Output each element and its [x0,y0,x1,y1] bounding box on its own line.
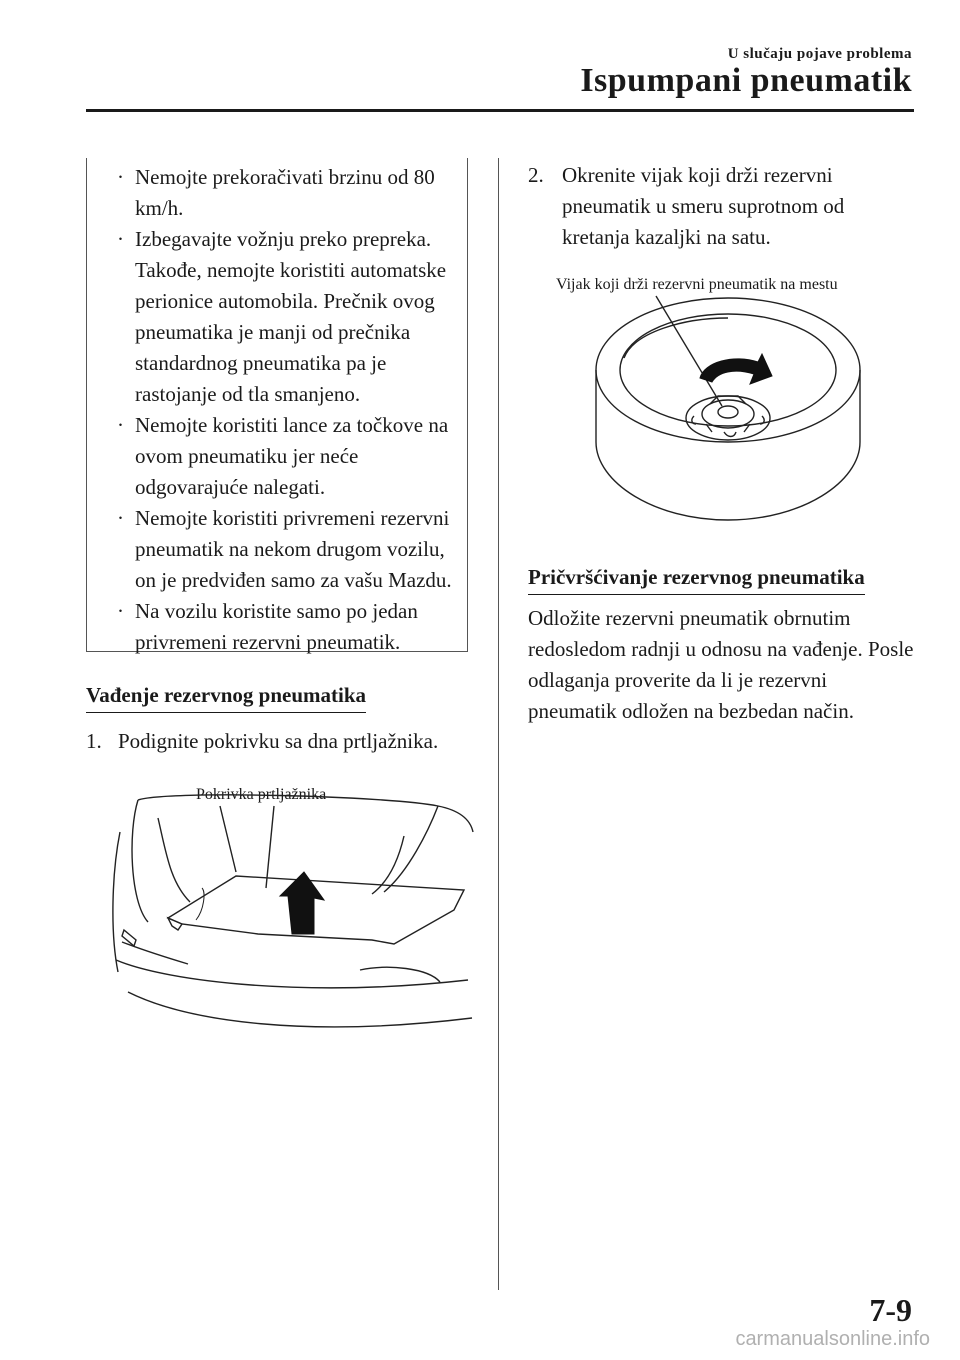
securing-paragraph: Odložite rezervni pneumatik obrnutim redosledom radnji u odnosu na vađenje. Posle odlaganja proverite da li je rezervni pneumatik odložen na bezbedan način. [528,606,914,723]
step-number: 2. [528,163,544,187]
trunk-cover-illustration [108,792,478,1052]
bullet-icon: · [117,599,124,623]
bullet-icon: · [117,227,124,251]
figure-caption-trunk-cover: Pokrivka prtljažnika [196,786,327,803]
step-text: Okrenite vijak koji drži rezervni pneumatik u smeru suprotnom od kretanja kazaljki na satu. [562,163,845,249]
figure-caption-spare-bolt: Vijak koji drži rezervni pneumatik na mestu [556,276,838,293]
section-heading-securing: Pričvršćivanje rezervnog pneumatika [528,565,865,595]
warning-item [87,410,455,503]
warning-item [87,503,455,596]
warning-item [87,224,455,410]
warning-item-text: Nemojte koristiti privremeni rezervni pneumatik na nekom drugom vozilu, on je predviđen samo za vašu Mazdu. [135,506,452,592]
column-divider [498,158,499,1290]
section-heading-removal: Vađenje rezervnog pneumatika [86,683,366,713]
step-text: Podignite pokrivku sa dna prtljažnika. [118,729,439,753]
page-number: 7-9 [869,1292,912,1328]
bullet-icon: · [117,165,124,189]
chapter-title: U slučaju pojave problema [727,46,912,62]
warning-item [87,596,455,658]
warning-box [86,158,468,652]
warning-item-text: Nemojte prekoračivati brzinu od 80 km/h. [135,165,435,220]
page-title: Ispumpani pneumatik [580,62,912,99]
step-1 [86,726,486,757]
warning-list [87,162,455,658]
warning-item-text: Nemojte koristiti lance za točkove na ovom pneumatiku jer neće odgovarajuće nalegati. [135,413,449,499]
warning-item-text: Izbegavajte vožnju preko prepreka. Takođe, nemojte koristiti automatske perionice automobila. Prečnik ovog pneumatika je manji od prečnika standardnog pneumatika pa je rastojanje od tla smanjeno. [135,227,447,406]
warning-item [87,162,455,224]
watermark: carmanualsonline.info [735,1328,930,1350]
bullet-icon: · [117,413,124,437]
bullet-icon: · [117,506,124,530]
warning-item-text: Na vozilu koristite samo po jedan privremeni rezervni pneumatik. [135,599,418,654]
step-2 [528,160,918,253]
step-number: 1. [86,729,102,753]
spare-tire-illustration [594,296,864,536]
header-rule [86,109,914,112]
